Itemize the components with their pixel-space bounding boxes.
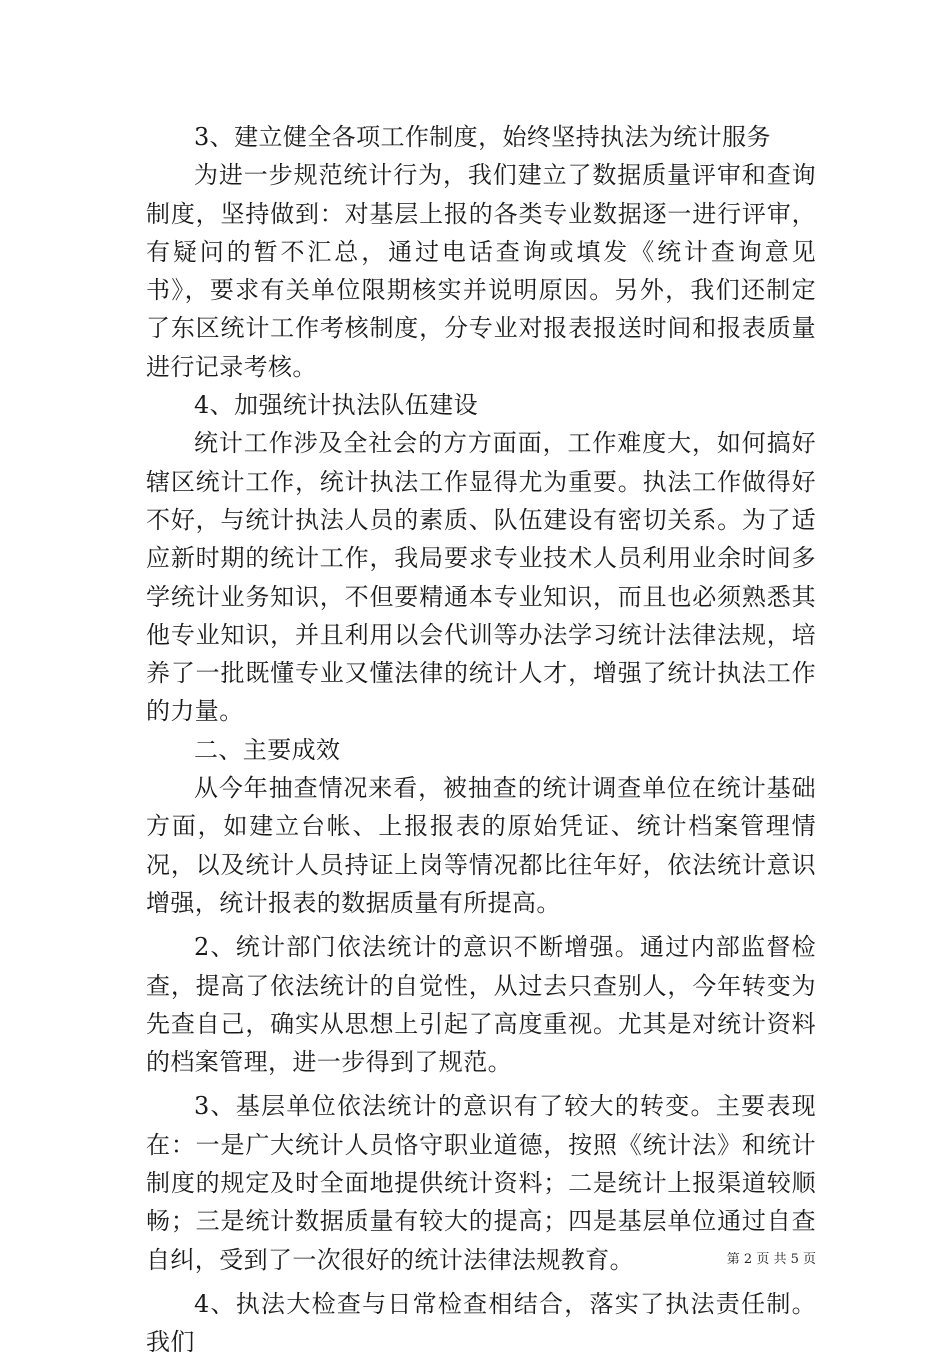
section-heading-work-system: 3、建立健全各项工作制度，始终坚持执法为统计服务 — [194, 123, 771, 151]
section-heading-main-results: 二、主要成效 — [194, 735, 341, 764]
paragraph-data-quality-review: 为进一步规范统计行为，我们建立了数据质量评审和查询制度，坚持做到：对基层上报的各类专业数据逐一进行评审，有疑问的暂不汇总，通过电话查询或填发《统计查询意见书》，要求有关单位限期核实并说明原因。另外，我们还制定了东区统计工作考核制度，分专业对报表报送时间和报表质量进行记录考核。 — [146, 161, 816, 381]
paragraph-inspection-responsibility: 4、执法大检查与日常检查相结合，落实了执法责任制。我们 — [146, 1289, 816, 1357]
paragraph-department-awareness: 2、统计部门依法统计的意识不断增强。通过内部监督检查，提高了依法统计的自觉性，从过去只查别人，今年转变为先查自己，确实从思想上引起了高度重视。尤其是对统计资料的档案管理，进一步得到了规范。 — [146, 933, 816, 1077]
document-body — [146, 118, 816, 1362]
section-heading-team-building: 4、加强统计执法队伍建设 — [194, 391, 479, 420]
paragraph-spot-check-results: 从今年抽查情况来看，被抽查的统计调查单位在统计基础方面，如建立台帐、上报报表的原始凭证、统计档案管理情况，以及统计人员持证上岗等情况都比往年好，依法统计意识增强，统计报表的数据质量有所提高。 — [146, 774, 816, 917]
paragraph-grassroots-awareness: 3、基层单位依法统计的意识有了较大的转变。主要表现在：一是广大统计人员恪守职业道德，按照《统计法》和统计制度的规定及时全面地提供统计资料；二是统计上报渠道较顺畅；三是统计数据质量有较大的提高；四是基层单位通过自查自纠，受到了一次很好的统计法律法规教育。 — [146, 1092, 816, 1274]
page-number-footer: 第 2 页 共 5 页 — [726, 1252, 816, 1267]
paragraph-team-building: 统计工作涉及全社会的方方面面，工作难度大，如何搞好辖区统计工作，统计执法工作显得尤为重要。执法工作做得好不好，与统计执法人员的素质、队伍建设有密切关系。为了适应新时期的统计工作，我局要求专业技术人员利用业余时间多学统计业务知识，不但要精通本专业知识，而且也必须熟悉其他专业知识，并且利用以会代训等办法学习统计法律法规，培养了一批既懂专业又懂法律的统计人才，增强了统计执法工作的力量。 — [146, 429, 816, 726]
